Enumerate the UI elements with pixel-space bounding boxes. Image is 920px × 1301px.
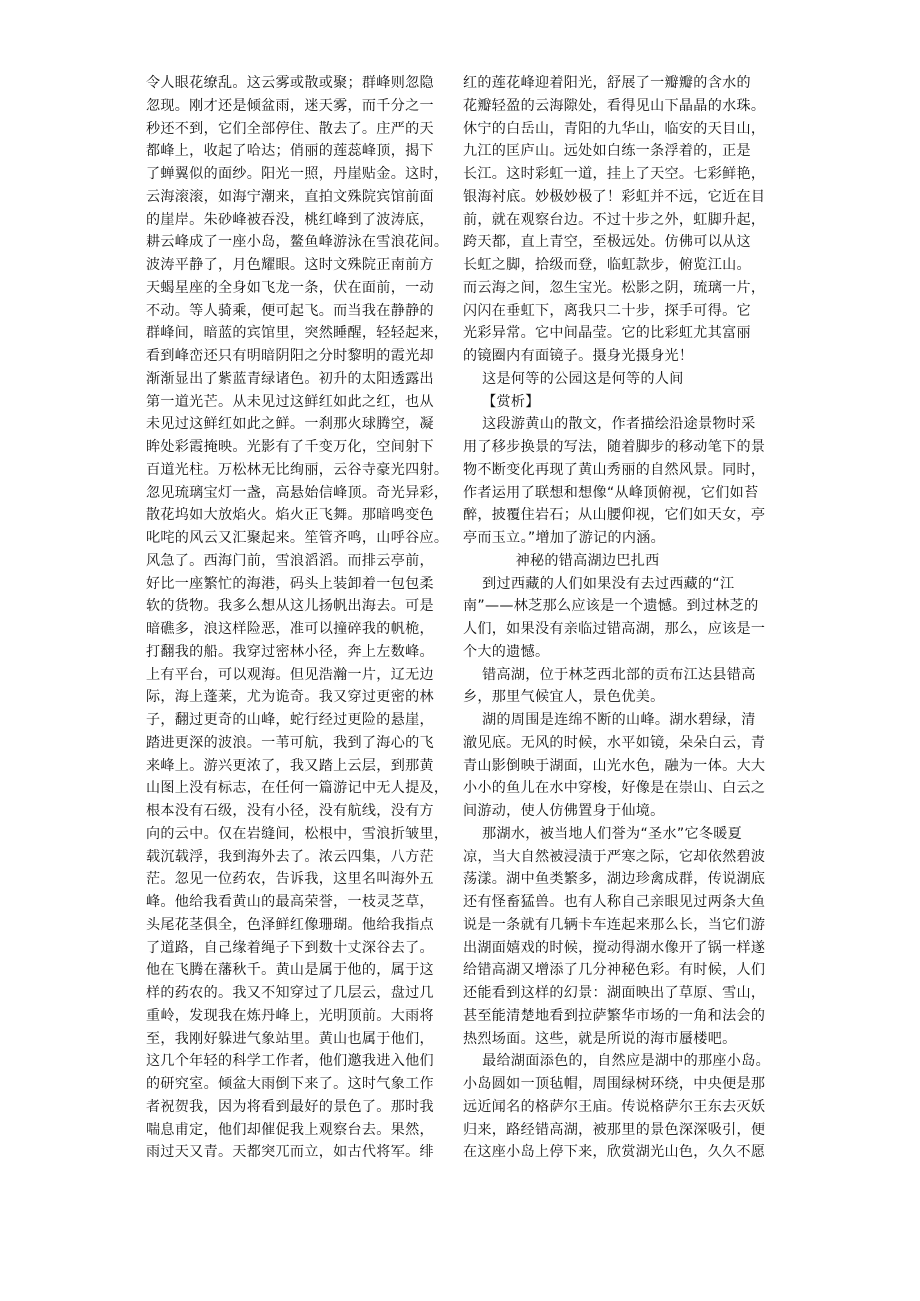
text-line: 踏进更深的波浪。一苇可航，我到了海心的飞 (146, 734, 434, 751)
text-line: 在这座小岛上停下来，欣赏湖光山色，久久不愿 (463, 1144, 766, 1161)
text-line: 际，海上蓬莱，尤为诡奇。我又穿过更密的林 (146, 689, 434, 706)
text-line: 未见过这鲜红如此之鲜。一刹那火球腾空，凝 (146, 416, 434, 433)
text-line: 亭而玉立。”增加了游记的内涵。 (463, 530, 666, 546)
text-line: 长江。这时彩虹一道，挂上了天空。七彩鲜艳， (463, 166, 766, 182)
text-line: 软的货物。我多么想从这儿扬帆出海去。可是 (146, 598, 434, 615)
text-line: 湖的周围是连绵不断的山峰。湖水碧绿，清 (463, 712, 756, 728)
text-line: 令人眼花缭乱。这云雾或散或聚；群峰则忽隐 (146, 75, 434, 91)
text-line: 小小的鱼儿在水中穿梭，好像是在崇山、白云之 (463, 780, 766, 797)
text-line: 九江的匡庐山。远处如白练一条浮着的，正是 (463, 143, 751, 160)
text-line: 那湖水，被当地人们誉为“圣水”它冬暖夏 (463, 825, 743, 842)
text-line: 错高湖，位于林芝西北部的贡布江达县错高 (463, 666, 756, 683)
text-line: 红的莲花峰迎着阳光，舒展了一瓣瓣的含水的 (463, 75, 751, 91)
text-line: 休宁的白岳山，青阳的九华山，临安的天目山， (463, 120, 766, 137)
text-line: 的崖岸。朱砂峰被吞没，桃红峰到了波涛底， (146, 211, 434, 228)
right-text-column (463, 72, 797, 1164)
text-line: 暗礁多，浪这样险恶，准可以撞碎我的帆桅， (146, 621, 434, 637)
text-line: 根本没有石级，没有小径，没有航线，没有方 (146, 803, 434, 819)
text-line: 闪闪在垂虹下，离我只二十步，探手可得。它 (463, 302, 751, 319)
text-line: 光彩异常。它中间晶莹。它的比彩虹尤其富丽 (463, 325, 751, 342)
text-line: 忽见琉璃宝灯一盏，高悬始信峰顶。奇光异彩， (146, 484, 449, 501)
text-line: 个大的遗憾。 (463, 643, 550, 660)
text-line: 热烈场面。这些，就是所说的海市蜃楼吧。 (463, 1030, 737, 1047)
text-line: 第一道光芒。从未见过这鲜红如此之红，也从 (146, 393, 434, 410)
text-line: 都峰上，收起了哈达；俏丽的莲蕊峰顶，揭下 (146, 143, 434, 160)
text-line: 神秘的错高湖边巴扎西 (463, 552, 660, 569)
text-line: 【赏析】 (463, 393, 540, 410)
text-line: 到过西藏的人们如果没有去过西藏的“江 (463, 575, 735, 592)
text-line: 风急了。西海门前，雪浪滔滔。而排云亭前， (146, 552, 434, 569)
text-line: 忽现。刚才还是倾盆雨，迷天雾，而千分之一 (146, 97, 434, 114)
text-line: 雨过天又青。天都突兀而立，如古代将军。绯 (146, 1144, 434, 1161)
text-line: 他在飞腾在藩秋千。黄山是属于他的，属于这 (146, 962, 434, 979)
text-line: 喘息甫定，他们却催促我上观察台去。果然， (146, 1121, 434, 1138)
text-line: 作者运用了联想和想像“从峰顶俯视，它们如苔 (463, 484, 759, 501)
text-line: 渐渐显出了紫蓝青绿诸色。初升的太阳透露出 (146, 370, 434, 387)
text-line: 天蝎星座的全身如飞龙一条，伏在面前，一动 (146, 279, 434, 296)
text-line: 银海衬底。妙极妙极了！彩虹并不远，它近在目 (463, 188, 766, 205)
text-line: 而云海之间，忽生宝光。松影之阴，琉璃一片， (463, 279, 766, 296)
text-line: 叱咤的风云又汇聚起来。笙管齐鸣，山呼谷应。 (146, 530, 449, 546)
text-line: 出湖面嬉戏的时候，搅动得湖水像开了锅一样遂 (463, 939, 766, 956)
text-line: 群峰间，暗蓝的宾馆里，突然睡醒，轻轻起来， (146, 325, 449, 342)
text-line: 小岛圆如一顶毡帽，周围绿树环绕，中央便是那 (463, 1076, 766, 1092)
text-line: 这是何等的公园这是何等的人间 (463, 370, 684, 387)
text-line: 波涛平静了，月色耀眼。这时文殊院正南前方 (146, 257, 434, 273)
text-line: 散花坞如大放焰火。焰火正飞舞。那暗鸣变色 (146, 507, 434, 524)
text-line: 眸处彩霞掩映。光影有了千变万化，空间射下 (146, 439, 434, 455)
text-line: 来峰上。游兴更浓了，我又踏上云层，到那黄 (146, 757, 434, 774)
text-line: 茫。忽见一位药农，告诉我，这里名叫海外五 (146, 871, 434, 888)
text-line: 前，就在观察台边。不过十步之外，虹脚升起， (463, 211, 766, 228)
text-line: 还能看到这样的幻景：湖面映出了草原、雪山， (463, 985, 766, 1001)
text-line: 跨天都，直上青空，至极远处。仿佛可以从这 (463, 234, 751, 251)
text-line: 子，翻过更奇的山峰，蛇行经过更险的悬崖， (146, 712, 434, 728)
text-line: 不动。等人骑乘，便可起飞。而当我在静静的 (146, 302, 434, 319)
text-line: 重岭，发现我在炼丹峰上，光明顶前。大雨将 (146, 1007, 434, 1024)
text-line: 人们，如果没有亲临过错高湖，那么，应该是一 (463, 621, 766, 637)
text-line: 头尾花茎俱全，色泽鲜红像珊瑚。他给我指点 (146, 916, 434, 933)
text-line: 百道光柱。万松林无比绚丽，云谷寺豪光四射。 (146, 461, 449, 478)
text-line: 乡，那里气候宜人，景色优美。 (463, 689, 665, 706)
text-line: 用了移步换景的写法，随着脚步的移动笔下的景 (463, 439, 766, 455)
text-line: 长虹之脚，拾级而登，临虹款步，俯览江山。 (463, 257, 751, 273)
text-line: 耕云峰成了一座小岛，鳌鱼峰游泳在雪浪花间。 (146, 234, 449, 251)
text-line: 的镜圈内有面镜子。摄身光摄身光！ (463, 348, 694, 364)
text-line: 样的药农的。我又不知穿过了几层云，盘过几 (146, 985, 434, 1001)
text-line: 荡漾。湖中鱼类繁多，湖边珍禽成群，传说湖底 (463, 871, 766, 888)
text-line: 这几个年轻的科学工作者，他们邀我进入他们 (146, 1053, 434, 1070)
text-line: 说是一条就有几辆卡车连起来那么长，当它们游 (463, 916, 766, 933)
text-line: 澈见底。无风的时候，水平如镜，朵朵白云，青 (463, 734, 766, 751)
text-line: 了蝉翼似的面纱。阳光一照，丹崖贴金。这时， (146, 166, 449, 182)
text-line: 青山影倒映于湖面，山光水色，融为一体。大大 (463, 757, 766, 774)
text-line: 甚至能清楚地看到拉萨繁华市场的一角和法会的 (463, 1007, 766, 1024)
text-line: 了道路，自己缘着绳子下到数十丈深谷去了。 (146, 939, 434, 956)
text-line: 的研究室。倾盆大雨倒下来了。这时气象工作 (146, 1076, 434, 1092)
text-line: 上有平台，可以观海。但见浩瀚一片，辽无边 (146, 666, 434, 683)
text-line: 山图上没有标志，在任何一篇游记中无人提及， (146, 780, 449, 797)
left-text-column (146, 72, 468, 1164)
text-line: 峰。他给我看黄山的最高荣誉，一枝灵芝草， (146, 894, 434, 910)
text-line: 载沉载浮，我到海外去了。浓云四集，八方茫 (146, 848, 434, 865)
text-line: 间游动，使人仿佛置身于仙境。 (463, 803, 665, 819)
text-line: 好比一座繁忙的海港，码头上装卸着一包包柔 (146, 575, 434, 592)
text-line: 凉，当大自然被浸渍于严寒之际，它却依然碧波 (463, 848, 766, 865)
text-line: 向的云中。仅在岩缝间，松根中，雪浪折皱里， (146, 825, 449, 842)
text-line: 物不断变化再现了黄山秀丽的自然风景。同时， (463, 461, 766, 478)
text-line: 打翻我的船。我穿过密林小径，奔上左数峰。 (146, 643, 434, 660)
text-line: 秒还不到，它们全部停住、散去了。庄严的天 (146, 120, 434, 137)
text-line: 醉，披覆住岩石；从山腰仰视，它们如天女，亭 (463, 507, 766, 524)
text-line: 花瓣轻盈的云海隙处，看得见山下晶晶的水珠。 (463, 97, 766, 114)
text-line: 给错高湖又增添了几分神秘色彩。有时候，人们 (463, 962, 766, 979)
text-line: 远近闻名的格萨尔王庙。传说格萨尔王东去灭妖 (463, 1098, 766, 1115)
text-line: 还有怪畜猛兽。也有人称自己亲眼见过两条大鱼 (463, 894, 766, 910)
text-line: 云海滚滚，如海宁潮来，直拍文殊院宾馆前面 (146, 188, 434, 205)
text-line: 至，我刚好躲进气象站里。黄山也属于他们， (146, 1030, 434, 1047)
text-line: 这段游黄山的散文，作者描绘沿途景物时采 (463, 416, 756, 433)
text-line: 最给湖面添色的，自然应是湖中的那座小岛。 (463, 1053, 770, 1070)
text-line: 南”——林芝那么应该是一个遗憾。到过林芝的 (463, 598, 759, 615)
text-line: 者祝贺我，因为将看到最好的景色了。那时我 (146, 1098, 434, 1115)
text-line: 归来，路经错高湖，被那里的景色深深吸引，便 (463, 1121, 766, 1138)
text-line: 看到峰峦还只有明暗阴阳之分时黎明的霞光却 (146, 348, 434, 364)
